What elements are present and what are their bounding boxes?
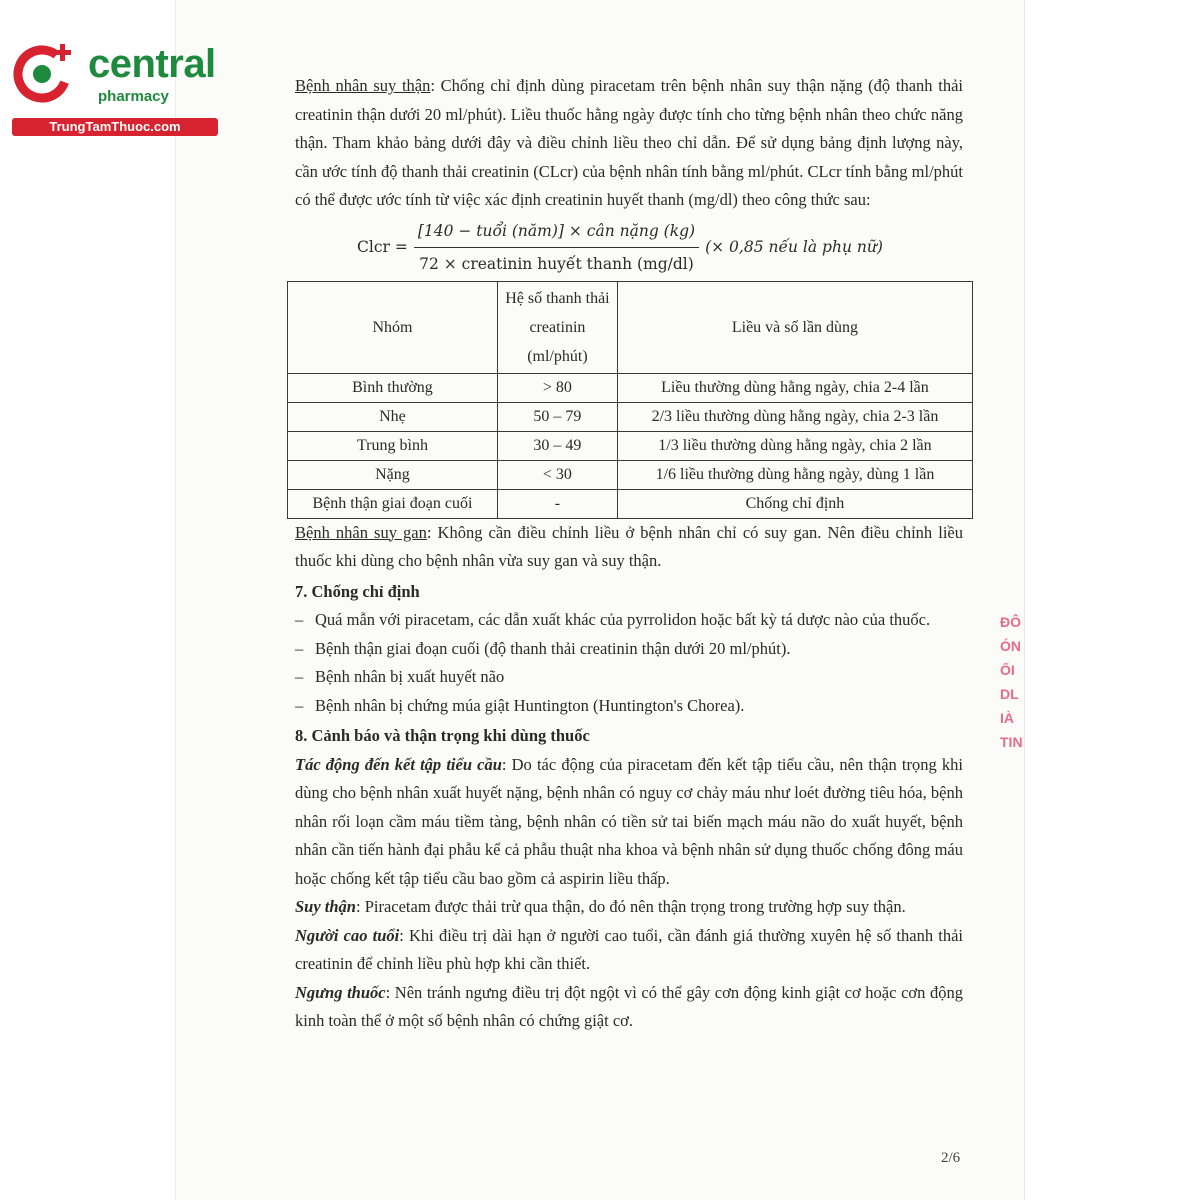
table-cell: - <box>497 489 617 518</box>
clcr-formula <box>357 217 963 279</box>
list-item: – Bệnh nhân bị xuất huyết não <box>295 663 963 692</box>
stamp-fragment: DL <box>1000 686 1019 702</box>
table-row <box>288 489 973 518</box>
table-cell: 1/3 liều thường dùng hằng ngày, chia 2 lần <box>617 431 972 460</box>
hepatic-heading: Bệnh nhân suy gan <box>295 522 427 542</box>
warning-title: Ngưng thuốc <box>295 982 386 1002</box>
table-cell: Chống chỉ định <box>617 489 972 518</box>
renal-heading: Bệnh nhân suy thận <box>295 76 431 95</box>
table-cell: < 30 <box>497 460 617 489</box>
brand-site-banner: TrungTamThuoc.com <box>12 118 218 136</box>
warning-title: Suy thận <box>295 897 356 916</box>
list-item: – Bệnh thận giai đoạn cuối (độ thanh thải creatinin thận dưới 20 ml/phút). <box>295 635 963 664</box>
warning-title: Tác động đến kết tập tiểu cầu <box>295 754 502 774</box>
warning-text: : Nên tránh ngưng điều trị đột ngột vì có thể gây cơn động kinh giật cơ hoặc cơn động kinh toàn thể ở một số bệnh nhân có chứng giật cơ. <box>295 982 963 1030</box>
stamp-fragment: IÀ <box>1000 710 1014 726</box>
stamp-fragment: TIN <box>1000 734 1023 750</box>
warning-text: : Khi điều trị dài hạn ở người cao tuổi, cần đánh giá thường xuyên hệ số thanh thải creatinin để chỉnh liều phù hợp khi cần thiết. <box>295 925 963 973</box>
list-item: – Quá mẫn với piracetam, các dẫn xuất khác của pyrrolidon hoặc bất kỳ tá dược nào của thuốc. <box>295 606 963 635</box>
warning-paragraph <box>295 751 963 894</box>
contraindications-heading: 7. Chống chỉ định <box>295 581 420 601</box>
table-header-cell: Hệ số thanh thải creatinin (ml/phút) <box>497 281 617 373</box>
warning-text: : Piracetam được thải trừ qua thận, do đó nên thận trọng trong trường hợp suy thận. <box>356 897 906 916</box>
formula-denominator: 72 × creatinin huyết thanh (mg/dl) <box>419 255 694 273</box>
page-number: 2/6 <box>941 1150 961 1166</box>
contraindications-list <box>295 606 963 720</box>
table-row <box>288 373 973 402</box>
table-cell: Bình thường <box>288 373 498 402</box>
brand-name: central <box>88 42 216 86</box>
warning-text: : Do tác động của piracetam đến kết tập tiểu cầu, nên thận trọng khi dùng cho bệnh nhân xuất huyết nặng, bệnh nhân có nguy cơ chảy máu như loét đường tiêu hóa, bệnh nhân rối loạn cầm máu tiềm tàng, bệnh nhân có tiền sử tai biến mạch máu não do xuất huyết, bệnh nhân cần tiến hành đại phẫu kể cả phẫu thuật nha khoa và bệnh nhân sử dụng thuốc chống đông máu hoặc chống kết tập tiểu cầu bao gồm cả aspirin liều thấp. <box>295 754 963 888</box>
table-cell: 2/3 liều thường dùng hằng ngày, chia 2-3 lần <box>617 402 972 431</box>
formula-numerator: [140 − tuổi (năm)] × cân nặng (kg) <box>414 217 699 249</box>
formula-note: (× 0,85 nếu là phụ nữ) <box>705 238 883 257</box>
stamp-fragment: ÓN <box>1000 638 1021 654</box>
renal-text: : Chống chỉ định dùng piracetam trên bệnh nhân suy thận nặng (độ thanh thải creatinin thận dưới 20 ml/phút). Liều thuốc hằng ngày được tính cho từng bệnh nhân theo chức năng thận. Tham khảo bảng dưới đây và điều chỉnh liều theo chỉ dẫn. Để sử dụng bảng định lượng này, cần ước tính độ thanh thải creatinin (CLcr) của bệnh nhân tính bằng ml/phút. CLcr tính bằng ml/phút có thể được ước tính từ việc xác định creatinin huyết thanh (mg/dl) theo công thức sau: <box>295 76 963 209</box>
renal-paragraph <box>295 72 963 215</box>
brand-subtitle: pharmacy <box>98 88 169 105</box>
table-cell: > 80 <box>497 373 617 402</box>
table-cell: 1/6 liều thường dùng hằng ngày, dùng 1 lần <box>617 460 972 489</box>
stamp-fragment: ỐI <box>1000 662 1015 678</box>
formula-fraction <box>414 217 699 279</box>
stamp-fragment: ĐÔ <box>1000 614 1021 630</box>
warning-title: Người cao tuổi <box>295 925 400 945</box>
partial-stamp <box>1000 610 1026 760</box>
warning-paragraph <box>295 979 963 1036</box>
warnings-heading: 8. Cảnh báo và thận trọng khi dùng thuốc <box>295 726 590 745</box>
warning-paragraph <box>295 922 963 979</box>
table-cell: 50 – 79 <box>497 402 617 431</box>
table-row <box>288 431 973 460</box>
formula-lhs: Clcr = <box>357 238 408 257</box>
table-cell: 30 – 49 <box>497 431 617 460</box>
list-item: – Bệnh nhân bị chứng múa giật Huntington (Huntington's Chorea). <box>295 692 963 721</box>
table-cell: Bệnh thận giai đoạn cuối <box>288 489 498 518</box>
table-cell: Trung bình <box>288 431 498 460</box>
brand-logo <box>10 38 220 138</box>
table-row <box>288 402 973 431</box>
table-cell: Nặng <box>288 460 498 489</box>
hepatic-text: : Không cần điều chỉnh liều ở bệnh nhân chỉ có suy gan. Nên điều chỉnh liều thuốc khi dùng cho bệnh nhân vừa suy gan và suy thận. <box>295 522 963 570</box>
table-header-row <box>288 281 973 373</box>
central-pharmacy-logo-icon <box>10 38 80 108</box>
warning-paragraph <box>295 893 963 922</box>
table-row <box>288 460 973 489</box>
table-cell: Nhẹ <box>288 402 498 431</box>
document-content <box>295 72 963 1036</box>
table-header-cell: Liều và số lần dùng <box>617 281 972 373</box>
table-cell: Liều thường dùng hằng ngày, chia 2-4 lần <box>617 373 972 402</box>
hepatic-paragraph <box>295 519 963 576</box>
dosage-table <box>287 281 973 519</box>
table-header-cell: Nhóm <box>288 281 498 373</box>
